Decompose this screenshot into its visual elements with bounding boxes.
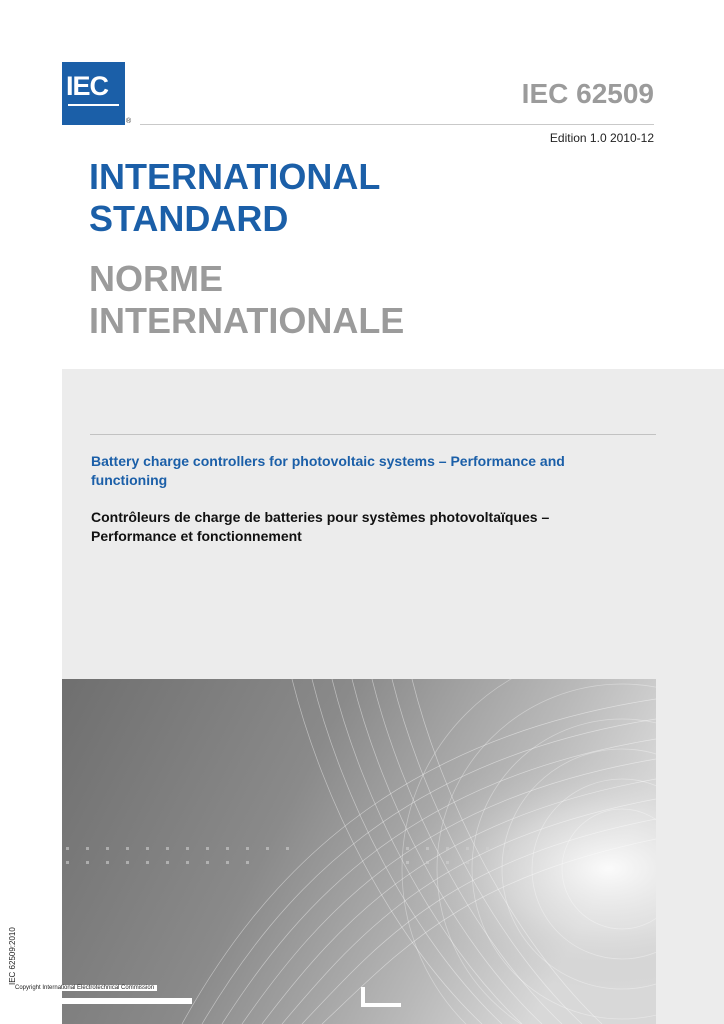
logo-bar [68, 104, 119, 106]
iec-logo [62, 62, 125, 125]
footer-strip [14, 998, 192, 1004]
subtitle-english: Battery charge controllers for photovoltaic systems – Performance and functioning [91, 453, 565, 488]
panel-divider [90, 434, 656, 435]
logo-text: IEC [66, 71, 109, 101]
spine-label: IEC 62509:2010 [8, 927, 17, 985]
cover-artwork [62, 679, 656, 1024]
title-french [89, 258, 404, 342]
title-english-line-1: INTERNATIONAL [89, 156, 381, 197]
edition-label: Edition 1.0 2010-12 [549, 131, 654, 145]
crop-mark-horizontal [361, 1003, 401, 1007]
copyright-notice: Copyright International Electrotechnical Commission [12, 985, 157, 991]
registered-mark: ® [126, 118, 132, 125]
title-english-line-2: STANDARD [89, 198, 289, 239]
title-english [89, 156, 380, 240]
subtitle-french: Contrôleurs de charge de batteries pour systèmes photovoltaïques – Performance et fonctionnement [91, 509, 550, 544]
title-french-line-2: INTERNATIONALE [89, 300, 405, 341]
header-divider [140, 124, 654, 125]
title-french-line-1: NORME [89, 258, 223, 299]
document-number: IEC 62509 [521, 78, 654, 109]
